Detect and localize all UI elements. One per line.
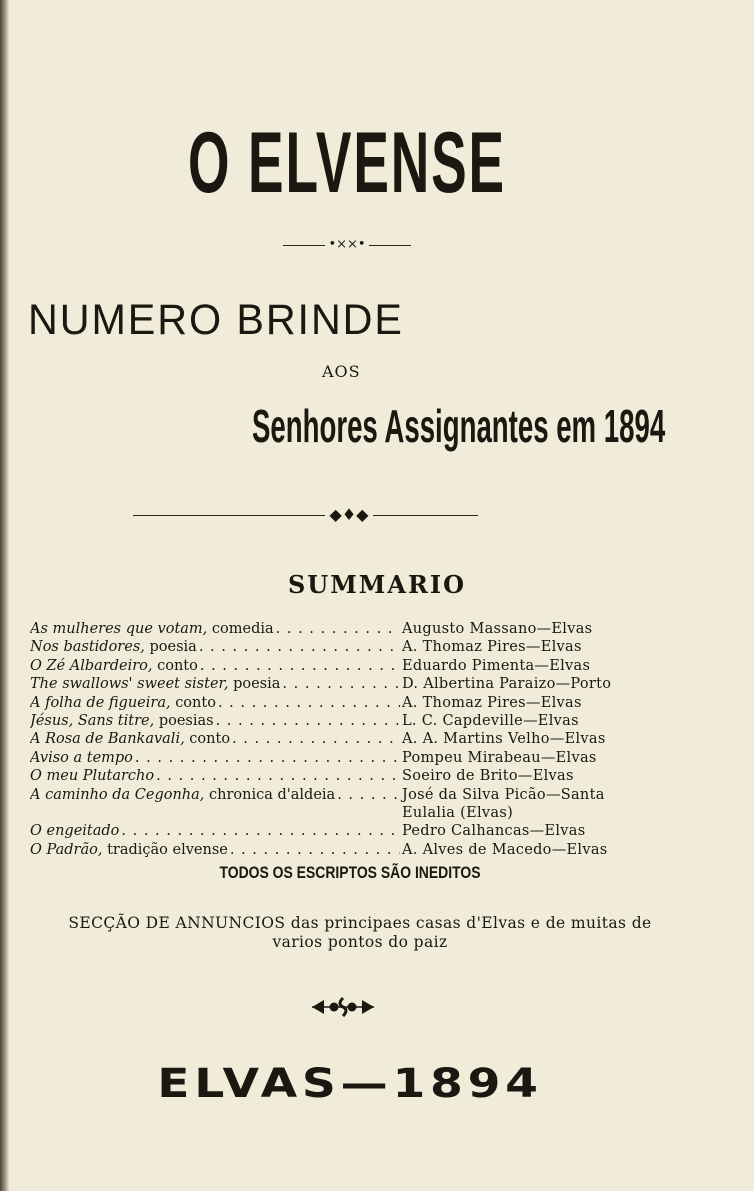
toc-author: Eduardo Pimenta—Elvas <box>402 657 591 674</box>
issue-subtitle: NUMERO BRINDE <box>28 296 404 344</box>
toc-leader-dots <box>197 638 400 656</box>
toc-work-title: A caminho da Cegonha, <box>30 786 205 803</box>
toc-leader-dots <box>154 767 400 785</box>
toc-row <box>30 786 730 823</box>
toc-work-title: The swallows' sweet sister, <box>30 676 229 693</box>
ornament-glyph-2: ◆♦◆ <box>329 505 369 524</box>
toc-author: Augusto Massano—Elvas <box>402 621 593 637</box>
ornament-glyph-1: •××• <box>328 237 366 252</box>
toc-work-title: Aviso a tempo <box>30 749 133 766</box>
ornament-rule-right-2 <box>373 515 478 516</box>
place-and-year: ELVAS—1894 <box>157 1061 543 1107</box>
toc-work-title: O Padrão, <box>30 841 103 858</box>
toc-work-genre: conto <box>175 694 216 711</box>
toc-work-title: O Zé Albardeiro, <box>30 657 153 674</box>
toc-row <box>30 638 730 656</box>
toc-work-genre: tradição elvense <box>107 841 228 858</box>
toc-leader-dots <box>274 620 400 638</box>
toc-row <box>30 712 730 730</box>
publication-title: O ELVENSE <box>188 115 506 211</box>
toc-leader-dots <box>119 822 400 840</box>
toc-row <box>30 841 730 859</box>
toc-work-title: A folha de figueira, <box>30 694 171 711</box>
toc-work-title: A Rosa de Bankavali, <box>30 731 185 748</box>
toc-leader-dots <box>214 712 400 730</box>
toc-row <box>30 620 730 638</box>
unpublished-notice: TODOS OS ESCRIPTOS SÃO INEDITOS <box>219 863 481 882</box>
toc-work-genre: poesia <box>233 676 281 693</box>
footer-ornament-icon <box>310 996 376 1018</box>
toc-row <box>30 657 730 675</box>
toc-leader-dots <box>216 694 400 712</box>
toc-author: L. C. Capdeville—Elvas <box>402 713 579 730</box>
toc-author: Pompeu Mirabeau—Elvas <box>402 749 597 766</box>
toc-work-title: Jésus, Sans titre, <box>30 713 155 730</box>
toc-work-genre: chronica d'aldeia <box>209 786 336 803</box>
toc-author: A. A. Martins Velho—Elvas <box>402 731 606 748</box>
advertising-note: SECÇÃO DE ANNUNCIOS das principaes casas d'Elvas e de muitas de varios pontos do paiz <box>68 914 652 951</box>
toc-author: Soeiro de Brito—Elvas <box>402 768 574 785</box>
toc-work-title: As mulheres que votam, <box>30 621 208 637</box>
toc-leader-dots <box>228 841 400 859</box>
toc-leader-dots <box>198 657 400 675</box>
toc-work-genre: conto <box>157 657 198 674</box>
toc-row <box>30 675 730 693</box>
ornament-rule-left-2 <box>133 515 325 516</box>
toc-author: Pedro Calhancas—Elvas <box>402 823 586 840</box>
toc-row <box>30 749 730 767</box>
toc-author: José da Silva Picão—Santa Eulalia (Elvas) <box>402 786 605 822</box>
table-of-contents <box>30 620 730 859</box>
toc-work-genre: conto <box>189 731 231 748</box>
toc-work-genre: poesia <box>149 639 197 656</box>
toc-leader-dots <box>133 749 400 767</box>
ornament-rule-right-1 <box>369 245 411 246</box>
summary-heading: SUMMARIO <box>287 570 467 599</box>
recipients-line: Senhores Assignantes em 1894 <box>252 400 666 452</box>
toc-work-genre: poesias <box>158 713 214 730</box>
toc-leader-dots <box>230 730 400 748</box>
toc-author: A. Alves de Macedo—Elvas <box>402 841 608 858</box>
toc-work-genre: comedia <box>211 621 274 637</box>
toc-work-title: Nos bastidores, <box>30 639 145 656</box>
toc-row <box>30 730 730 748</box>
toc-row <box>30 694 730 712</box>
toc-author: D. Albertina Paraizo—Porto <box>402 676 612 693</box>
preposition: AOS <box>322 362 361 381</box>
toc-row <box>30 822 730 840</box>
toc-author: A. Thomaz Pires—Elvas <box>402 694 582 711</box>
toc-work-title: O engeitado <box>30 823 120 840</box>
toc-leader-dots <box>335 786 400 823</box>
toc-author: A. Thomaz Pires—Elvas <box>402 639 582 656</box>
toc-row <box>30 767 730 785</box>
toc-work-title: O meu Plutarcho <box>30 768 155 785</box>
toc-leader-dots <box>280 675 400 693</box>
ornament-rule-left-1 <box>283 245 325 246</box>
